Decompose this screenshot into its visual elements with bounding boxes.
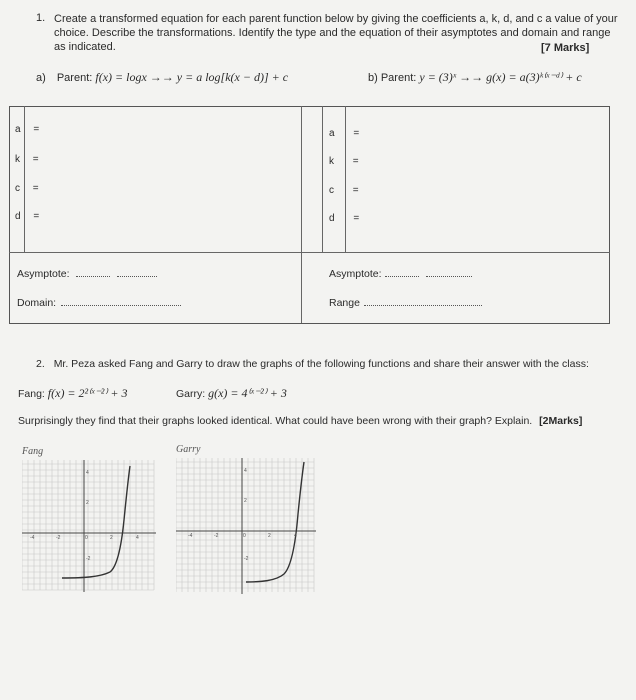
answer-table [9,106,610,324]
fang-curve [62,466,130,578]
part-a-equation: f(x) = logx →→ y = a log[k(x − d)] + c [95,70,289,84]
garry-tick-y-low: -2 [244,556,249,562]
right-row-c-sign: = [352,185,359,196]
left-row-d [15,211,39,222]
question-1-text [54,12,624,54]
left-asymptote-blank-2[interactable] [117,276,157,277]
fang-tick-x-left4: -4 [30,535,35,541]
fang-tick-x-right2: 2 [110,535,113,541]
garry-equation-line [176,386,287,401]
right-row-k [329,156,359,167]
right-row-c-label: c [329,185,334,196]
left-asymptote-label: Asymptote: [17,268,70,280]
left-row-k-label: k [15,154,20,165]
fang-label: Fang: [18,388,45,400]
question-1-number: 1. [36,12,46,24]
right-asymptote-blank-1[interactable] [385,276,419,277]
part-b-equation: y = (3)ˣ →→ g(x) = a(3)ᵏ⁽ˣ⁻ᵈ⁾ + c [419,70,582,84]
fang-graph [22,460,158,594]
left-domain-blank[interactable] [61,305,181,306]
left-row-c [15,183,39,194]
left-row-a [15,124,39,135]
garry-graph [176,458,316,596]
garry-tick-origin: 0 [243,533,246,539]
left-row-k-sign: = [32,154,39,165]
garry-tick-x-right4: 4 [294,533,297,539]
fang-tick-y-mid: 2 [86,500,89,506]
garry-tick-y-mid: 2 [244,498,247,504]
fang-grid [22,460,154,590]
right-row-k-label: k [329,156,334,167]
garry-tick-x-right2: 2 [268,533,271,539]
left-asymptote-blank-1[interactable] [76,276,110,277]
right-asymptote-label: Asymptote: [329,268,382,280]
fang-tick-x-right4: 4 [136,535,139,541]
left-domain-label: Domain: [17,297,57,309]
right-range-blank[interactable] [364,305,482,306]
part-a-header [36,70,288,85]
question-1-line-2: choice. Describe the transformations. Identify the type and the equation of their asymptotes and domain and range [54,27,611,39]
garry-equation: g(x) = 4⁽ˣ⁻²⁾ + 3 [208,386,287,400]
garry-grid [176,458,314,592]
part-b-header [368,70,582,85]
left-row-a-sign: = [33,124,40,135]
right-row-c [329,185,359,196]
part-b-label: b) Parent: [368,72,417,84]
fang-tick-origin: 0 [85,535,88,541]
question-2-followup [18,415,582,427]
question-1-line-1: Create a transformed equation for each parent function below by giving the coefficients a, k, d, and c a value of your [54,13,618,25]
right-asymptote-blank-2[interactable] [426,276,472,277]
right-range-label: Range [329,297,360,309]
table-asymptote-divider [9,252,610,253]
question-2-text: Mr. Peza asked Fang and Garry to draw the graphs of the following functions and share their answer with the class: [53,358,589,370]
fang-tick-y-low: -2 [86,556,91,562]
right-range-field [329,297,482,309]
right-row-d-label: d [329,213,335,224]
part-a-label: a) [36,72,46,84]
right-row-a [329,128,359,139]
right-asymptote-field [329,268,472,280]
question-2-number: 2. [36,358,45,370]
left-row-c-label: c [15,183,20,194]
garry-tick-x-left2: -2 [214,533,219,539]
left-row-d-label: d [15,211,21,222]
table-center-divider [301,106,302,323]
garry-label: Garry: [176,388,206,400]
fang-graph-title: Fang [22,446,44,457]
fang-tick-y-top: 4 [86,470,89,476]
left-row-a-label: a [15,124,21,135]
question-2-header [36,358,589,370]
left-asymptote-field [17,268,157,280]
left-row-k [15,154,39,165]
garry-tick-x-left4: -4 [188,533,193,539]
right-row-a-sign: = [353,128,360,139]
left-domain-field [17,297,181,309]
question-1-marks: [7 Marks] [541,42,590,54]
question-2-marks: [2Marks] [539,415,583,427]
garry-graph-title: Garry [176,444,201,455]
fang-equation: f(x) = 2²⁽ˣ⁻²⁾ + 3 [47,386,128,400]
right-row-k-sign: = [352,156,359,167]
fang-tick-x-left2: -2 [56,535,61,541]
garry-tick-y-top: 4 [244,468,247,474]
right-row-a-label: a [329,128,335,139]
left-row-c-sign: = [32,183,39,194]
question-1-line-3: as indicated. [54,41,116,53]
right-row-d [329,213,359,224]
right-row-d-sign: = [353,213,360,224]
fang-equation-line [18,386,127,401]
part-a-parent: Parent: [56,72,93,84]
left-row-d-sign: = [33,211,40,222]
right-label-divider-1 [322,106,323,252]
question-2-followup-text: Surprisingly they find that their graphs looked identical. What could have been wrong with their graph? Explain. [18,415,533,427]
